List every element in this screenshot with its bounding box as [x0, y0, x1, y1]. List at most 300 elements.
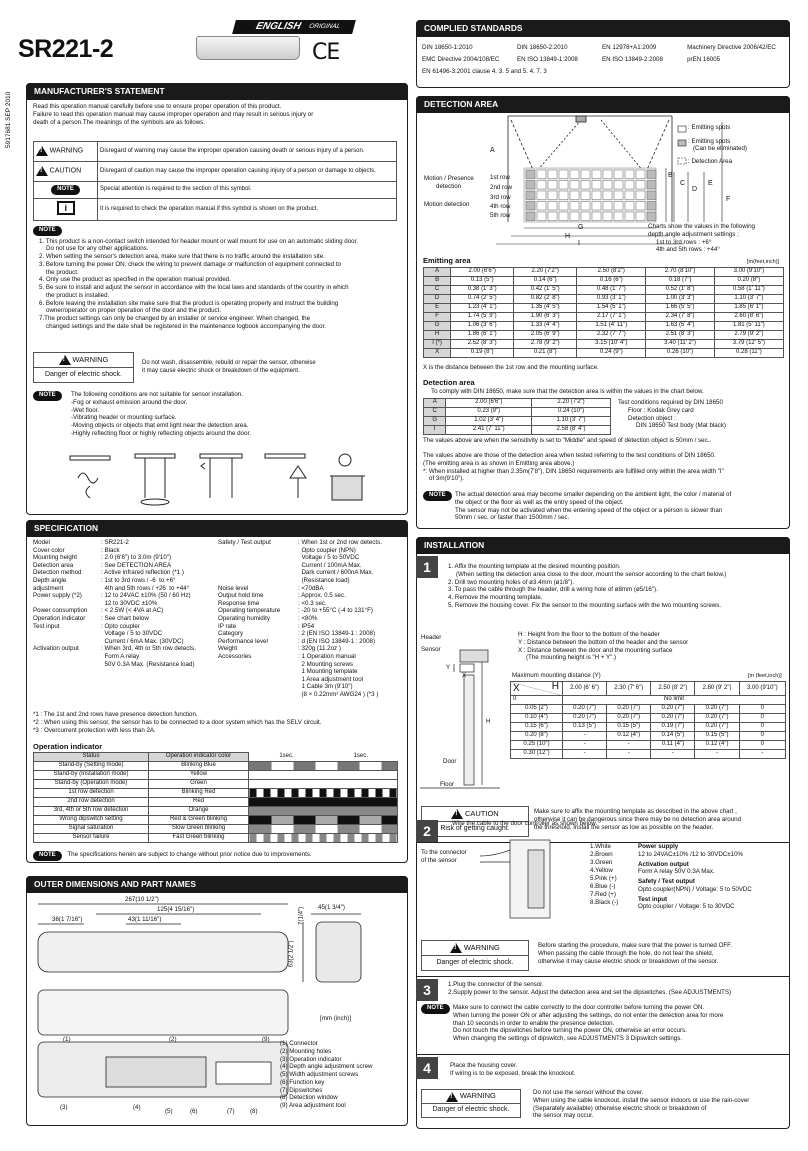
emitting-row: [424, 331, 784, 340]
spec-row: [218, 600, 408, 608]
callout: (3): [60, 1104, 68, 1111]
symbol-row: [34, 199, 397, 221]
spec-key: [218, 562, 298, 570]
det-label: Motion / Presence: [424, 175, 474, 182]
test-conditions: [618, 399, 726, 430]
spec-row: [218, 615, 408, 623]
ind-pattern: [249, 834, 398, 843]
ind-status: Wrong dipswitch setting: [34, 816, 149, 825]
emitting-value: 0.42 (1' 5"): [514, 286, 577, 295]
spec-key: [33, 653, 101, 661]
note-badge: NOTE: [51, 185, 80, 195]
callout: (7): [227, 1108, 235, 1115]
emitting-value: 3.15 (10' 4"): [577, 340, 646, 349]
emitting-spot: [592, 170, 601, 179]
mdist-x-value: 0: [511, 696, 563, 705]
note-line: The sensor may not be activated when the entering speed of the object or a person is slower than: [455, 506, 723, 514]
symbol-row: [34, 182, 397, 199]
wire-group-title: Safety / Test output: [638, 878, 695, 885]
spec-row: [33, 554, 213, 562]
wire: 6.Blue (-): [590, 883, 616, 891]
intro-line: Failure to read this operation manual may cause improper operation and may result in serious injury or: [33, 110, 314, 118]
wire-list: [590, 843, 618, 908]
detarea-table: [423, 398, 611, 435]
standard-item: prEN 16005: [687, 56, 721, 63]
emitting-value: 0.24 (9"): [577, 349, 646, 358]
emitting-spot: [625, 202, 634, 211]
part-name: (3) Operation indicator: [280, 1055, 342, 1063]
spec-key: [218, 554, 298, 562]
fog-illustration: [70, 456, 110, 498]
indicator-row: [34, 825, 398, 834]
emitting-spot: [537, 191, 546, 200]
emitting-table: [423, 267, 784, 358]
step-divider: [416, 1054, 790, 1055]
emitting-spot: [614, 181, 623, 190]
emitting-spot: [570, 191, 579, 200]
spec-value: Current / 6mA Max. (30VDC): [101, 637, 184, 645]
language-banner: [232, 20, 356, 34]
spec-value: Form A relay: [101, 652, 140, 660]
row-label: 1st row: [490, 174, 510, 181]
spec-key: [218, 683, 298, 691]
part-name: (6) Function key: [280, 1078, 325, 1086]
mdist-head: 2.80 (9' 2"): [695, 682, 739, 696]
emitting-value: 0.19 (8"): [451, 349, 514, 358]
warning-text: Do not wash, disassemble, rebuild or repair the sensor, otherwise: [142, 360, 316, 366]
manufacturer-notes: [33, 226, 403, 331]
indicator-row: [34, 771, 398, 780]
model-title: SR221-2: [18, 35, 114, 63]
spec-value: : d (EN ISO 13849-1 : 2008): [298, 637, 376, 645]
manufacturer-title: MANUFACTURER'S STATEMENT: [26, 83, 408, 100]
emitting-value: 2.00 (6'6"): [451, 268, 514, 277]
detarea-title: Detection area: [423, 378, 475, 387]
emitting-value: 0.74 (2' 5"): [451, 295, 514, 304]
warning-line: When using the cable knockout, install the sensor indoors or use the rain-cover: [533, 1096, 750, 1104]
emitting-row: [424, 268, 784, 277]
emitting-value: 0.26 (10"): [646, 349, 714, 358]
emitting-spot: [592, 181, 601, 190]
emitting-value: 1.33 (4' 4"): [514, 322, 577, 331]
standard-item: [603, 68, 688, 80]
ce-mark: CE: [312, 40, 340, 65]
step1-text: [448, 563, 726, 610]
caution-icon: [36, 166, 48, 176]
emitting-value: 2.52 (8' 3"): [451, 340, 514, 349]
spec-key: [33, 600, 101, 608]
spec-key: [218, 569, 298, 577]
mdist-x-value: 0.30 (12"): [511, 750, 563, 759]
spec-row: [218, 691, 408, 699]
step-number: 4: [416, 1057, 438, 1079]
spec-key: [33, 661, 101, 669]
detarea-row: [424, 426, 611, 435]
mdist-row: [511, 732, 786, 741]
dim-label: 125(4 15/16"): [157, 906, 195, 913]
spec-row: [218, 683, 408, 691]
mdist-value: 0.11 (4"): [651, 741, 695, 750]
wire-group-desc: Opto coupler(NPN) / Voltage: 5 to 50VDC: [638, 885, 752, 893]
spec-note: [33, 851, 312, 861]
emitting-value: 1.74 (5' 9"): [451, 313, 514, 322]
step-number: 1: [416, 556, 438, 578]
spec-value: : Black: [101, 546, 120, 554]
mdist-x-value: 0.05 (2"): [511, 705, 563, 714]
standard-item: [518, 68, 603, 80]
note-line: When turning the power ON or after adjusting the settings, do not enter the detection area for more: [453, 1011, 724, 1019]
spec-row: [33, 592, 213, 600]
detarea-value: 2.20 (7'2"): [532, 399, 611, 408]
note-badge: NOTE: [421, 1004, 450, 1014]
caution-line: Make sure to affix the mounting template as described in the above chart ,: [534, 808, 737, 815]
spec-left: [33, 539, 213, 668]
emitting-spot: [559, 191, 568, 200]
dim-letter: I: [578, 240, 580, 247]
spec-row: [33, 569, 213, 577]
caution-label: CAUTION: [464, 808, 499, 818]
emitting-key: E: [424, 304, 451, 313]
symbol-label: CAUTION: [49, 167, 82, 175]
test-cond-line: Floor : Kodak Grey card: [628, 406, 694, 414]
spec-key: Category: [218, 630, 244, 638]
step-line: Place the housing cover.: [450, 1062, 518, 1069]
spec-key: [218, 668, 298, 676]
indicator-row: [34, 798, 398, 807]
indicator-title: Operation indicator: [33, 742, 103, 751]
condition-line: -Wet floor.: [71, 406, 100, 414]
step-divider: [416, 976, 790, 977]
condition-line: The following conditions are not suitable for sensor installation.: [71, 391, 243, 398]
mdist-row: [511, 705, 786, 714]
spec-value: : When 3rd, 4th or 5th row detects.: [101, 645, 196, 653]
detarea-value: 2.00 (6'6"): [446, 399, 532, 408]
emitting-value: 2.51 (8' 3"): [646, 331, 714, 340]
spec-key: [218, 691, 298, 699]
para-line: *: When installed at higher than 2.35m(7'8"), DIN 18650 requirements are fulfilled only within the area width "I": [423, 467, 724, 475]
top-view-body: [38, 932, 288, 972]
mdist-x: X: [513, 682, 520, 694]
chart-note-line: 1st to 3rd rows : +6°: [656, 238, 712, 246]
chart-note-line: 4th and 5th rows : +44°: [656, 246, 720, 254]
mdist-value: 0.12 (4"): [695, 741, 739, 750]
warning-line: Before starting the procedure, make sure that the power is turned OFF.: [538, 942, 732, 949]
values-note: The values above are when the sensitivity is set to "Middle" and speed of detection object is 50mm / sec..: [423, 437, 712, 444]
spec-row: [33, 607, 213, 615]
standard-item: EN ISO 13849-2:2008: [602, 56, 663, 63]
spec-key: Detection area: [33, 561, 74, 569]
spec-row: [218, 577, 408, 585]
note-line: 4. Only use the product as specified in the operation manual provided.: [39, 276, 231, 284]
ind-status: Signal saturation: [34, 825, 149, 834]
diagram-label: Header: [421, 634, 442, 641]
diagram-label: Sensor: [421, 646, 441, 653]
mdist-value: -: [651, 750, 695, 759]
symbol-table: [33, 141, 397, 221]
vibration-illustration: [200, 454, 242, 498]
warning3-table: [421, 1089, 521, 1118]
spec-key: Accessories: [218, 652, 252, 660]
emitting-value: 2.60 (8' 6"): [714, 313, 783, 322]
para-line: of 3m(9'10").: [429, 475, 465, 483]
legend-emitting-spot: [678, 126, 686, 132]
emitting-spot: [614, 191, 623, 200]
mdist-value: No limit: [563, 696, 786, 705]
wire-group-title: Power supply: [638, 843, 679, 850]
intro-line: death of a person.The meanings of the symbols are as follows.: [33, 118, 205, 126]
warning-line: otherwise it may cause electric shock or breakdown of the sensor.: [538, 957, 719, 965]
warning-sub: Danger of electric shock.: [34, 368, 134, 383]
callout: (1): [63, 1036, 71, 1043]
condition-line: -Fog or exhaust emission around the door.: [71, 398, 188, 406]
emitting-row: [424, 277, 784, 286]
mdist-head-row: [511, 682, 786, 696]
ind-head: Operation indicator color: [149, 753, 249, 762]
spec-value: : 1 Operation manual: [298, 652, 356, 660]
emitting-row: [424, 313, 784, 322]
emitting-spot: [570, 212, 579, 221]
mdist-value: -: [563, 732, 607, 741]
spec-key: [218, 661, 298, 669]
warning2-table: [421, 940, 529, 971]
detarea-row: [424, 408, 611, 417]
spec-key: Output hold time: [218, 592, 264, 600]
spec-key: Depth angle: [33, 576, 67, 584]
spec-key: [218, 676, 298, 684]
emitting-value: 0.82 (2' 8"): [514, 295, 577, 304]
ind-color: Slow Green blinking: [149, 825, 249, 834]
warning-text: it may cause electric shock or breakdown of the equipment.: [142, 367, 300, 374]
emitting-spot: [636, 191, 645, 200]
emitting-key: I (*): [424, 340, 451, 349]
reflecting-illustration: [330, 454, 365, 500]
spec-row: [218, 623, 408, 631]
emitting-key: H: [424, 331, 451, 340]
emitting-row: [424, 349, 784, 358]
emitting-value: 1.23 (4' 1"): [451, 304, 514, 313]
emitting-value: 2.32 (7' 7"): [577, 331, 646, 340]
callout: (6): [190, 1108, 198, 1115]
spec-value: (Resistance load): [298, 576, 350, 584]
spec-row: [33, 630, 213, 638]
spec-row: [218, 676, 408, 684]
spec-row: [33, 638, 213, 646]
footnote: *3 : Overcurrent protection with less than 2A.: [33, 726, 156, 734]
condition-illustrations: [60, 448, 380, 510]
standard-item: DIN 18650-1:2010: [422, 44, 473, 51]
spec-value: : Opto coupler: [101, 622, 140, 630]
spec-value: 1 Area adjustment tool: [298, 675, 364, 683]
emitting-spot: [603, 202, 612, 211]
detarea-key: G: [424, 417, 446, 426]
ind-head: Status: [34, 753, 149, 762]
spec-value: : Active infrared reflection (*1 ): [101, 569, 184, 577]
legend-text: (Can be eliminated): [693, 145, 747, 152]
emitting-spot: [537, 202, 546, 211]
standards-title: COMPLIED STANDARDS: [416, 20, 790, 37]
emitting-spot: [581, 212, 590, 221]
warning-table: [33, 352, 383, 383]
emitting-value: 1.54 (5' 1"): [577, 304, 646, 313]
standards-row: [422, 56, 786, 68]
wire: 1.White: [590, 843, 611, 850]
wire-group-desc: 12 to 24VAC±10% /12 to 30VDC±10%: [638, 850, 744, 858]
ind-color: Blinking Red: [149, 789, 249, 798]
test-cond-line: Detection object :: [628, 414, 676, 422]
warning-line: When passing the cable through the hole, do not tear the shield,: [538, 949, 714, 957]
warning-line: the sensor may occur.: [533, 1112, 594, 1120]
standard-item: [687, 68, 786, 80]
emitting-spot: [592, 202, 601, 211]
spec-value: Voltage / 5 to 30VDC: [101, 630, 163, 638]
standards-row: [422, 68, 786, 80]
mdist-x-value: 0.15 (6"): [511, 723, 563, 732]
step-line: 1. Affix the mounting template at the desired mounting position.: [448, 563, 621, 570]
dim-letter: B: [668, 172, 673, 179]
test-cond-line: Test conditions required by DIN 18650: [618, 399, 723, 406]
mdist-head: 2.30 (7' 6"): [607, 682, 651, 696]
spec-row: [218, 554, 408, 562]
step2-title: Wire the cable to the door controller as shown below.: [452, 820, 598, 827]
standard-item: EMC Directive 2004/108/EC: [422, 56, 500, 63]
emitting-value: 1.10 (3' 7"): [714, 295, 783, 304]
emitting-spot: [526, 170, 535, 179]
emitting-spot: [636, 212, 645, 221]
emitting-key: F: [424, 313, 451, 322]
ind-status: Stand-by (Setting mode): [34, 762, 149, 771]
warning-icon: [450, 943, 462, 953]
emitting-value: 0.16 (6"): [577, 277, 646, 286]
emitting-spot: [526, 191, 535, 200]
spec-row: [218, 668, 408, 676]
mdist-row: [511, 723, 786, 732]
intro-line: Read this operation manual carefully before use to ensure proper operation of this product.: [33, 103, 282, 110]
spec-value: 50V 0.3A Max. (Resistance load): [101, 660, 195, 668]
warning-line: (Separately available) otherwise electric shock or breakdown of: [533, 1104, 707, 1112]
emitting-value: 1.51 (4' 11"): [577, 322, 646, 331]
warning-line: Do not use the sensor without the cover.: [533, 1089, 644, 1096]
units-label: [mm (inch)]: [320, 1015, 351, 1022]
dim-letter: F: [726, 196, 731, 203]
emitting-spot: [570, 181, 579, 190]
note-line: the product is installed.: [46, 291, 110, 299]
emitting-value: 0.20 (8"): [714, 277, 783, 286]
mdist-value: 0: [739, 714, 785, 723]
install-title: INSTALLATION: [416, 537, 790, 554]
emitting-row: [424, 304, 784, 313]
symbol-row: [34, 162, 397, 182]
emitting-spot: [603, 212, 612, 221]
part-name: (5) Width adjustment screws: [280, 1071, 359, 1078]
emitting-spot: [636, 181, 645, 190]
warning-sub: Danger of electric shock.: [422, 956, 529, 971]
spec-value: Opto coupler (NPN): [298, 546, 356, 554]
diagram-label: H: [486, 718, 491, 725]
dim-label: 45(1 3/4"): [318, 904, 345, 911]
note-line: than 10 seconds in order to enable the presence detection.: [453, 1019, 615, 1027]
emitting-key: D: [424, 295, 451, 304]
side-line: of the sensor: [421, 856, 457, 864]
warning-icon: [36, 146, 48, 156]
emitting-value: 0.28 (11"): [714, 349, 783, 358]
mdist-value: 0: [739, 732, 785, 741]
spec-key: Operating humidity: [218, 614, 270, 622]
emitting-value: 2.20 (7'2"): [514, 268, 577, 277]
emitting-spot: [526, 181, 535, 190]
standard-item: EN 61496-3:2001 clause 4. 3. 5 and 5. 4. 7. 3: [422, 68, 547, 75]
symbol-row: [34, 142, 397, 162]
front-view-body: [38, 990, 288, 1035]
ind-pattern: [249, 807, 398, 816]
mdist-value: 0.20 (7"): [651, 714, 695, 723]
mdist-value: 0.12 (4"): [607, 732, 651, 741]
emitting-spot: [559, 170, 568, 179]
mdist-value: -: [607, 741, 651, 750]
spec-row: [218, 547, 408, 555]
emitting-value: 0.48 (1' 7"): [577, 286, 646, 295]
mdist-x-value: 0.20 (8"): [511, 732, 563, 741]
step2-side: [421, 849, 467, 865]
part-name: (9) Area adjustment tool: [280, 1102, 346, 1109]
ind-status: Sensor failure: [34, 834, 149, 843]
spec-key: Detection method: [33, 569, 82, 577]
emitting-spot: [581, 170, 590, 179]
ind-pattern: [249, 771, 398, 780]
symbol-text: Special attention is required to the section of this symbol.: [98, 182, 397, 199]
step3-text: [448, 981, 731, 997]
indicator-row: [34, 834, 398, 843]
legend-text: : Emitting spots: [688, 138, 731, 145]
note-line: Do not use for any other applications.: [46, 245, 149, 253]
original-label: ORIGINAL: [308, 23, 342, 30]
standards-row: [422, 44, 786, 56]
footnote: *1 : The 1st and 2nd rows have presence detection function.: [33, 711, 198, 718]
detarea-value: 2.58 (8' 4"): [532, 426, 611, 435]
callout: (9): [262, 1036, 270, 1043]
spec-value: : 2.0 (6'6") to 3.0m (9'10"): [101, 554, 172, 562]
row-label: 3rd row: [490, 194, 511, 201]
caution-line: the threshold. Install the sensor as low as possible on the header.: [534, 823, 714, 831]
dim-label: 36(1 7/16"): [52, 916, 83, 923]
spec-key: Model: [33, 539, 50, 546]
spec-note-text: The specifications herein are subject to change without prior notice due to improvements.: [67, 851, 312, 858]
emitting-spot: [537, 212, 546, 221]
ind-color: Green: [149, 780, 249, 789]
outer-title: OUTER DIMENSIONS AND PART NAMES: [26, 876, 408, 893]
step-line: (When setting the detection area close to the door, mount the sensor according to the chart below.): [456, 570, 727, 578]
emitting-value: 0.18 (7"): [646, 277, 714, 286]
hxy-line: H : Height from the floor to the bottom of the header: [518, 631, 660, 638]
spec-key: Mounting height: [33, 554, 78, 562]
mdist-value: -: [563, 741, 607, 750]
spec-key: Safety / Test output: [218, 539, 271, 546]
spec-row: [33, 653, 213, 661]
wire-group-desc: Opto coupler / Voltage: 5 to 30VDC: [638, 903, 735, 911]
emitting-spot: [647, 191, 656, 200]
emitting-value: 1.86 (6' 1"): [451, 331, 514, 340]
mdist-value: 0.20 (7"): [695, 723, 739, 732]
mdist-table: [510, 681, 786, 759]
emitting-spot: [548, 170, 557, 179]
spec-key: [33, 638, 101, 646]
emitting-spot: [592, 191, 601, 200]
mdist-row: [511, 714, 786, 723]
mdist-value: 0: [739, 741, 785, 750]
ind-color: Yellow: [149, 771, 249, 780]
emitting-spot: [570, 170, 579, 179]
emitting-spot: [614, 212, 623, 221]
spec-row: [218, 562, 408, 570]
